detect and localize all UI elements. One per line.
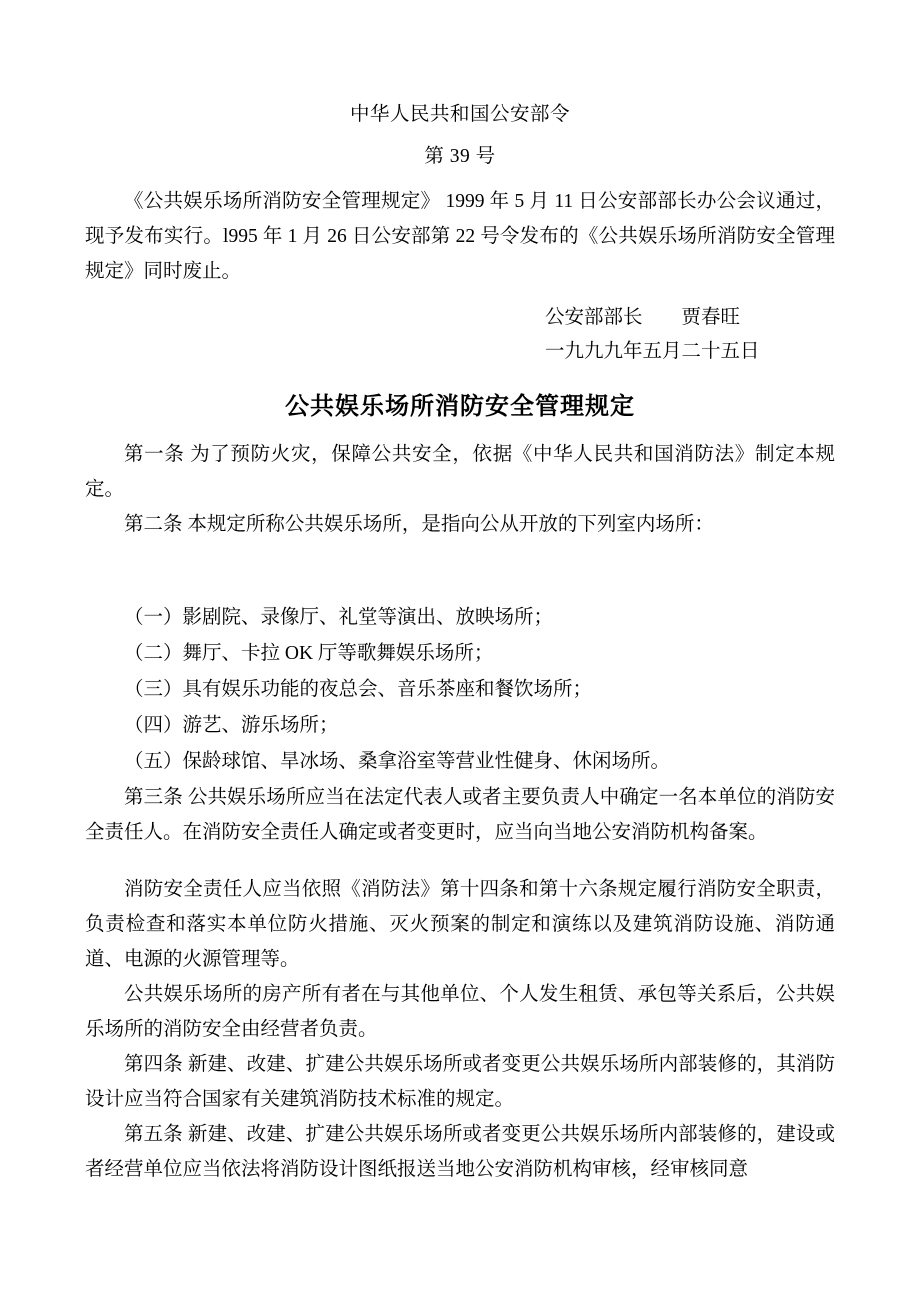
enumerated-items	[85, 600, 835, 780]
promulgation-paragraph: 《公共娱乐场所消防安全管理规定》 1999 年 5 月 11 日公安部部长办公会议通过，现予发布实行。l995 年 1 月 26 日公安部第 22 号令发布的《公共娱乐场所消防安全管理规定》同时废止。	[85, 191, 835, 282]
signature-block	[85, 301, 835, 369]
list-item: （二）舞厅、卡拉 OK 厅等歌舞娱乐场所；	[124, 643, 494, 664]
blank-gap	[85, 542, 835, 600]
article-3: 第三条 公共娱乐场所应当在法定代表人或者主要负责人中确定一名本单位的消防安全责任人。在消防安全责任人确定或者变更时，应当向当地公安消防机构备案。	[85, 787, 835, 843]
list-item: （五）保龄球馆、旱冰场、桑拿浴室等营业性健身、休闲场所。	[124, 751, 671, 772]
page-title: 公共娱乐场所消防安全管理规定	[285, 394, 635, 420]
article-4: 第四条 新建、改建、扩建公共娱乐场所或者变更公共娱乐场所内部装修的，其消防设计应当符合国家有关建筑消防技术标准的规定。	[85, 1054, 835, 1110]
signature-date: 一九九九年五月二十五日	[545, 341, 760, 362]
issuing-authority-line: 中华人民共和国公安部令	[349, 104, 570, 125]
document-body	[85, 105, 835, 1187]
signature-name: 公安部部长 贾春旺	[545, 307, 741, 328]
article-5: 第五条 新建、改建、扩建公共娱乐场所或者变更公共娱乐场所内部装修的，建设或者经营单位应当依法将消防设计图纸报送当地公安消防机构审核，经审核同意	[85, 1124, 835, 1180]
article-1: 第一条 为了预防火灾，保障公共安全，依据《中华人民共和国消防法》制定本规定。	[85, 444, 835, 500]
article-3-paragraph-3: 公共娱乐场所的房产所有者在与其他单位、个人发生租赁、承包等关系后，公共娱乐场所的消防安全由经营者负责。	[85, 984, 835, 1040]
list-item: （四）游艺、游乐场所；	[124, 715, 339, 736]
list-item: （一）影剧院、录像厅、礼堂等演出、放映场所；	[124, 607, 554, 628]
decree-number-line: 第 39 号	[424, 145, 496, 167]
list-item: （三）具有娱乐功能的夜总会、音乐茶座和餐饮场所；	[124, 679, 593, 700]
article-3-paragraph-2: 消防安全责任人应当依照《消防法》第十四条和第十六条规定履行消防安全职责，负责检查和落实本单位防火措施、灭火预案的制定和演练以及建筑消防设施、消防通道、电源的火源管理等。	[85, 879, 835, 970]
paragraph-gap	[85, 850, 835, 872]
article-2: 第二条 本规定所称公共娱乐场所，是指向公从开放的下列室内场所：	[124, 514, 714, 535]
